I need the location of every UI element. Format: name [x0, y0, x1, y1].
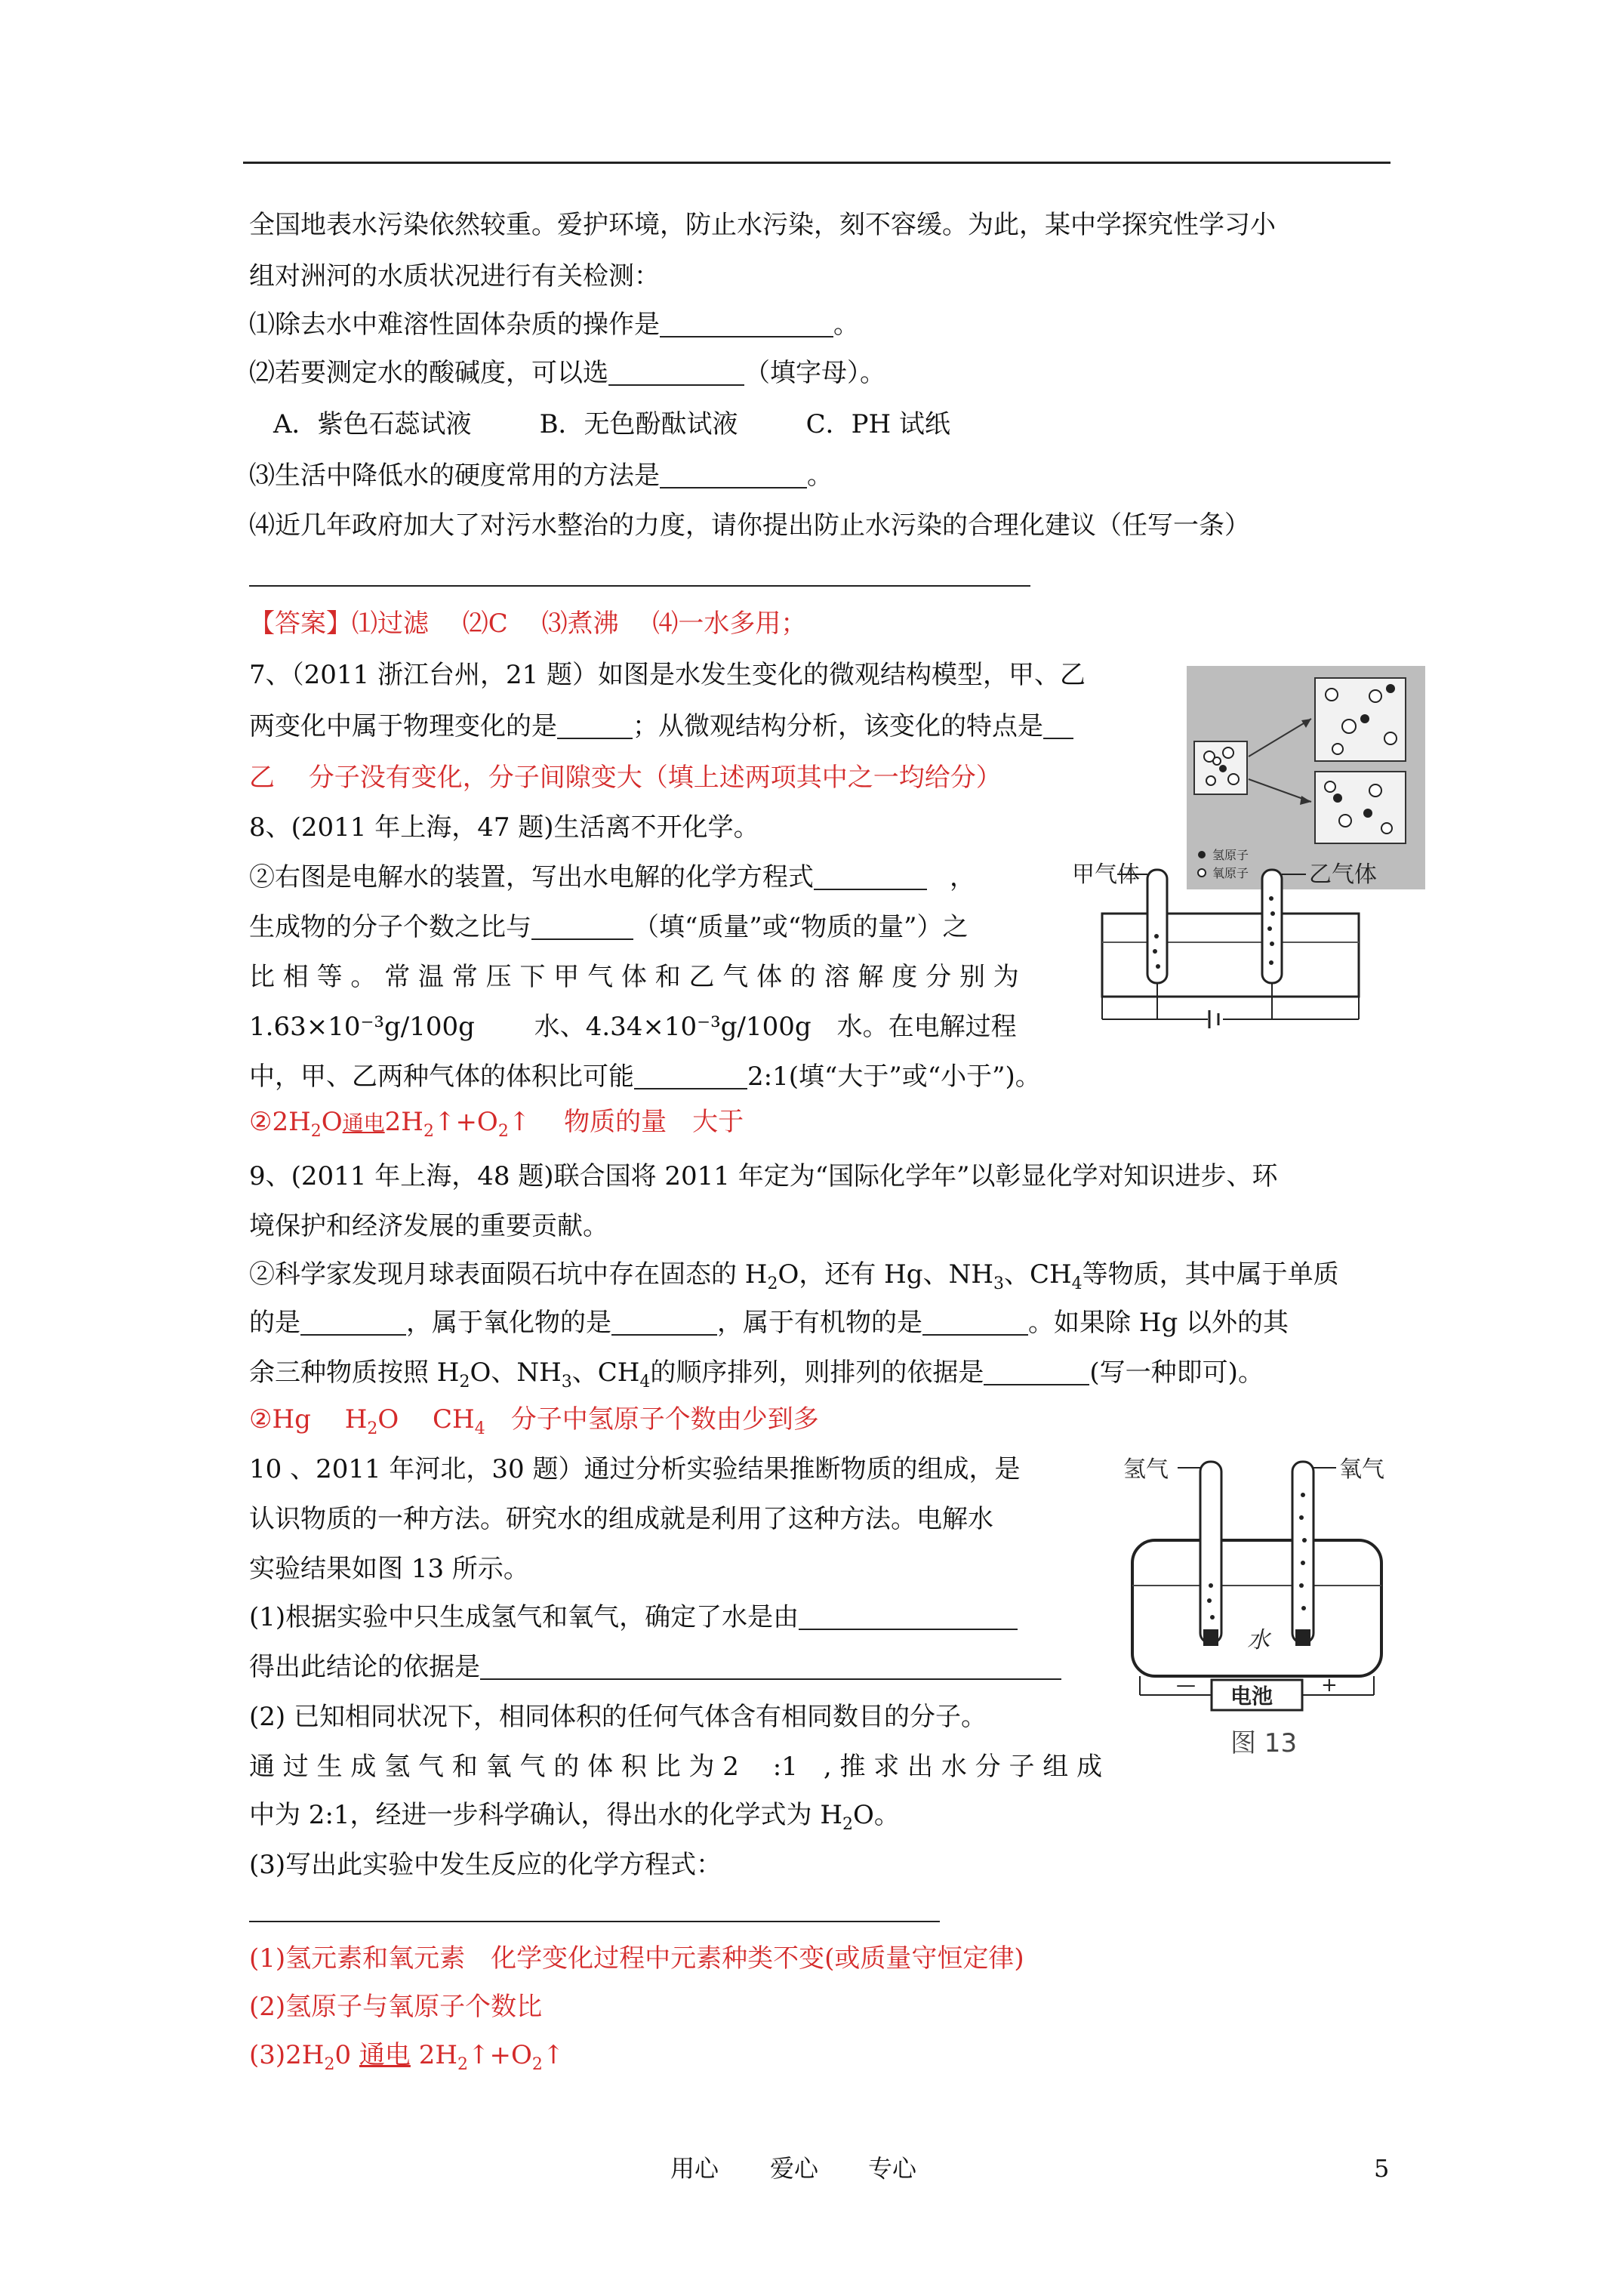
negative-terminal: —	[1176, 1674, 1196, 1697]
q9-text-line1: 9、(2011 年上海，48 题)联合国将 2011 年定为“国际化学年”以彰显化学对知识进步、环	[249, 1161, 1278, 1191]
q8-answer: $②2H_2O$通电$2H_2↑+O_2↑$ 物质的量 大于	[249, 1107, 744, 1141]
q6-options: A．紫色石蕊试液 B．无色酚酞试液 C．PH 试纸	[273, 409, 950, 439]
q6-text-line2: 组对洲河的水质状况进行有关检测：	[249, 261, 660, 291]
footer-motto-3: 专心	[868, 2154, 917, 2183]
q9-text-line2: 境保护和经济发展的重要贡献。	[249, 1211, 608, 1241]
q6-text-line1: 全国地表水污染依然较重。爱护环境，防止水污染，刻不容缓。为此，某中学探究性学习小	[249, 210, 1276, 240]
q10-answer-3: $(3)2H_20$ 通电 $2H_2↑+O_2↑$	[249, 2040, 565, 2074]
answer-blank-line	[249, 1921, 940, 1922]
positive-terminal: +	[1321, 1674, 1338, 1697]
q9-answer: ②Hg $H_2O$ $CH_4$ 分子中氢原子个数由少到多	[249, 1404, 819, 1438]
legend-label-hydrogen: 氢原子	[1212, 848, 1249, 862]
q7-text-line2: 两变化中属于物理变化的是 ；从微观结构分析，该变化的特点是	[249, 710, 1073, 743]
q10-subq3: (3)写出此实验中发生反应的化学方程式：	[249, 1850, 722, 1880]
q10-answer-1: (1)氢元素和氧元素 化学变化过程中元素种类不变(或质量守恒定律)	[249, 1943, 1024, 1974]
q10-subq1-basis: 得出此结论的依据是	[249, 1650, 1061, 1684]
figure-caption: 图 13	[1230, 1728, 1298, 1758]
legend-label-oxygen: 氧原子	[1212, 866, 1249, 880]
header-rule	[243, 162, 1390, 164]
footer-motto-1: 用心	[670, 2154, 719, 2183]
q9-text-line5: 余三种物质按照 $H_2O$、$NH_3$、$CH_4$的顺序排列，则排列的依据是 (写一种即可)。	[249, 1358, 1264, 1391]
q9-text-line3: ②科学家发现月球表面陨石坑中存在固态的 $H_2O$，还有 Hg、$NH_3$、$CH_4$等物质，其中属于单质	[249, 1259, 1339, 1293]
q8-text-line3: 生成物的分子个数之比与 （填“质量”或“物质的量”）之	[249, 912, 969, 942]
figure-13-electrolysis	[1117, 1450, 1397, 1774]
answer-blank-line	[249, 585, 1030, 587]
q7-answer: 乙 分子没有变化，分子间隙变大（填上述两项其中之一均给分）	[249, 763, 1002, 793]
q6-subq1: ⑴除去水中难溶性固体杂质的操作是 。	[249, 310, 859, 340]
q9-text-line4: 的是 ，属于氧化物的是 ，属于有机物的是 。如果除 Hg 以外的其	[249, 1308, 1289, 1338]
water-label: 水	[1247, 1627, 1270, 1653]
q10-text-line1: 10 、2011 年河北，30 题）通过分析实验结果推断物质的组成，是	[249, 1454, 1021, 1484]
q6-subq4: ⑷近几年政府加大了对污水整治的力度，请你提出防止水污染的合理化建议（任写一条）	[249, 510, 1250, 541]
gas-label-b: 乙气体	[1309, 861, 1377, 888]
q10-subq1: (1)根据实验中只生成氢气和氧气，确定了水是由	[249, 1601, 1018, 1634]
gas-label-a: 甲气体	[1072, 861, 1140, 888]
footer-motto-2: 爱心	[770, 2154, 819, 2183]
q8-text-line6: 中，甲、乙两种气体的体积比可能 2:1(填“大于”或“小于”)。	[249, 1062, 1041, 1092]
q8-text-line4: 比 相 等 。 常 温 常 压 下 甲 气 体 和 乙 气 体 的 溶 解 度 分 别 为	[249, 962, 1019, 992]
q10-subq2-line1: (2) 已知相同状况下，相同体积的任何气体含有相同数目的分子。	[249, 1702, 987, 1732]
q6-answer: 【答案】⑴过滤 ⑵C ⑶煮沸 ⑷一水多用；	[249, 609, 807, 639]
q10-text-line2: 认识物质的一种方法。研究水的组成就是利用了这种方法。电解水	[249, 1504, 993, 1534]
q8-text-line1: 8、(2011 年上海，47 题)生活离不开化学。	[249, 812, 759, 843]
battery-label: 电池	[1230, 1684, 1273, 1709]
electrolysis-apparatus-figure	[1072, 853, 1381, 1034]
q6-subq2: ⑵若要测定水的酸碱度，可以选 （填字母）。	[249, 358, 885, 388]
q8-text-line2: ②右图是电解水的装置，写出水电解的化学方程式 ，	[249, 862, 975, 892]
oxygen-label: 氧气	[1339, 1456, 1384, 1483]
q10-subq2-line3: 中为 2:1，经进一步科学确认，得出水的化学式为 $H_2O$。	[249, 1800, 900, 1834]
hydrogen-label: 氢气	[1123, 1456, 1169, 1483]
page-number: 5	[1374, 2154, 1390, 2183]
q10-text-line3: 实验结果如图 13 所示。	[249, 1554, 529, 1584]
q8-text-line5: 1.63×10⁻³g/100g 水、4.34×10⁻³g/100g 水。在电解过程	[249, 1012, 1017, 1042]
q6-subq3: ⑶生活中降低水的硬度常用的方法是 。	[249, 461, 833, 491]
q7-text-line1: 7、（2011 浙江台州，21 题）如图是水发生变化的微观结构模型，甲、乙	[249, 660, 1086, 690]
q10-answer-2: (2)氢原子与氧原子个数比	[249, 1992, 543, 2022]
q10-subq2-line2: 通 过 生 成 氢 气 和 氧 气 的 体 积 比 为 2 :1 , 推 求 出 水 分 子 组 成	[249, 1752, 1103, 1782]
